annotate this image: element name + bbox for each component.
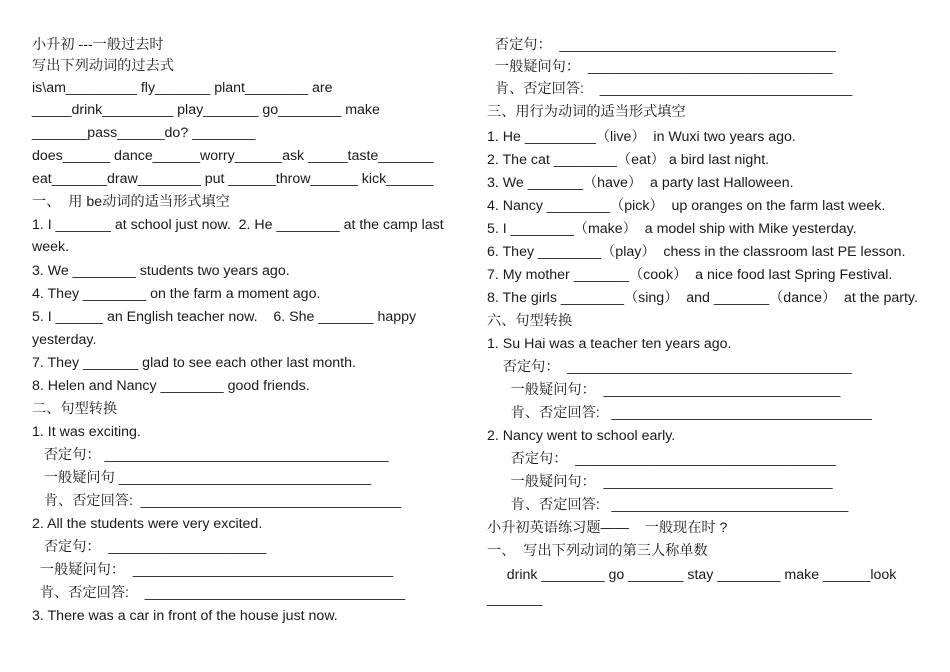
right-line: 7. My mother _______（cook） a nice food last Spring Festival.	[487, 267, 893, 283]
left-line: 一般疑问句 ________________________________	[32, 470, 372, 486]
right-line: 否定句： ___________________________________	[487, 37, 836, 53]
right-line: 5. I ________（make） a model ship with Mike yesterday.	[487, 221, 857, 237]
right-line: drink ________ go _______ stay ________ make ______look	[487, 567, 897, 583]
right-line: _______	[487, 591, 543, 607]
left-line: 3. We ________ students two years ago.	[32, 263, 290, 279]
right-line: 六、句型转换	[487, 313, 573, 329]
left-line: 否定句： ____________________________________	[32, 447, 389, 463]
right-line: 否定句： ____________________________________	[487, 359, 852, 375]
right-line: 肯、否定回答: ________________________________	[487, 81, 853, 97]
left-line: 1. It was exciting.	[32, 424, 141, 440]
right-line: 6. They ________（play） chess in the classroom last PE lesson.	[487, 244, 906, 260]
left-line: _______pass______do? ________	[32, 125, 256, 141]
left-line: is\am_________ fly_______ plant________ are	[32, 80, 333, 96]
right-line: 三、用行为动词的适当形式填空	[487, 104, 686, 120]
left-line: does______ dance______worry______ask _____taste_______	[32, 148, 434, 164]
right-line: 小升初英语练习题—— 一般现在时 ?	[487, 520, 728, 536]
left-line: week.	[32, 239, 70, 255]
right-line: 2. The cat ________（eat） a bird last night.	[487, 152, 770, 168]
right-line: 肯、否定回答: _________________________________	[487, 405, 872, 421]
left-line: _____drink_________ play_______ go________ make	[32, 102, 380, 118]
left-line: 7. They _______ glad to see each other last month.	[32, 355, 356, 371]
right-line: 2. Nancy went to school early.	[487, 428, 676, 444]
right-line: 否定句： _________________________________	[487, 451, 836, 467]
left-line: eat_______draw________ put ______throw______ kick______	[32, 171, 434, 187]
left-line: 二、句型转换	[32, 401, 118, 417]
right-line: 一般疑问句： ______________________________	[487, 382, 841, 398]
left-line: 1. I _______ at school just now. 2. He ________ at the camp last	[32, 217, 444, 233]
right-line: 1. Su Hai was a teacher ten years ago.	[487, 336, 732, 352]
left-line: 一般疑问句： _________________________________	[32, 562, 394, 578]
right-line: 8. The girls ________（sing） and _______（dance） at the party.	[487, 290, 918, 306]
left-line: 8. Helen and Nancy ________ good friends.	[32, 378, 310, 394]
right-line: 一般疑问句： _____________________________	[487, 474, 833, 490]
left-line: 4. They ________ on the farm a moment ago.	[32, 286, 321, 302]
right-line: 肯、否定回答: ______________________________	[487, 497, 849, 513]
left-line: 否定句： ____________________	[32, 539, 267, 555]
left-line: yesterday.	[32, 332, 97, 348]
left-line: 3. There was a car in front of the house just now.	[32, 608, 338, 624]
right-line: 一、 写出下列动词的第三人称单数	[487, 543, 708, 559]
right-line: 1. He _________（live） in Wuxi two years ago.	[487, 129, 796, 145]
left-line: 写出下列动词的过去式	[32, 58, 174, 74]
left-line: 肯、否定回答: _________________________________	[32, 585, 406, 601]
left-line: 2. All the students were very excited.	[32, 516, 263, 532]
left-line: 5. I ______ an English teacher now. 6. She _______ happy	[32, 309, 417, 325]
left-line: 一、 用 be动词的适当形式填空	[32, 194, 230, 210]
right-line: 4. Nancy ________（pick） up oranges on the farm last week.	[487, 198, 886, 214]
right-line: 一般疑问句： _______________________________	[487, 59, 833, 75]
left-line: 小升初 ---一般过去时	[32, 37, 164, 53]
right-line: 3. We _______（have） a party last Halloween.	[487, 175, 794, 191]
left-line: 肯、否定回答: _________________________________	[32, 493, 402, 509]
